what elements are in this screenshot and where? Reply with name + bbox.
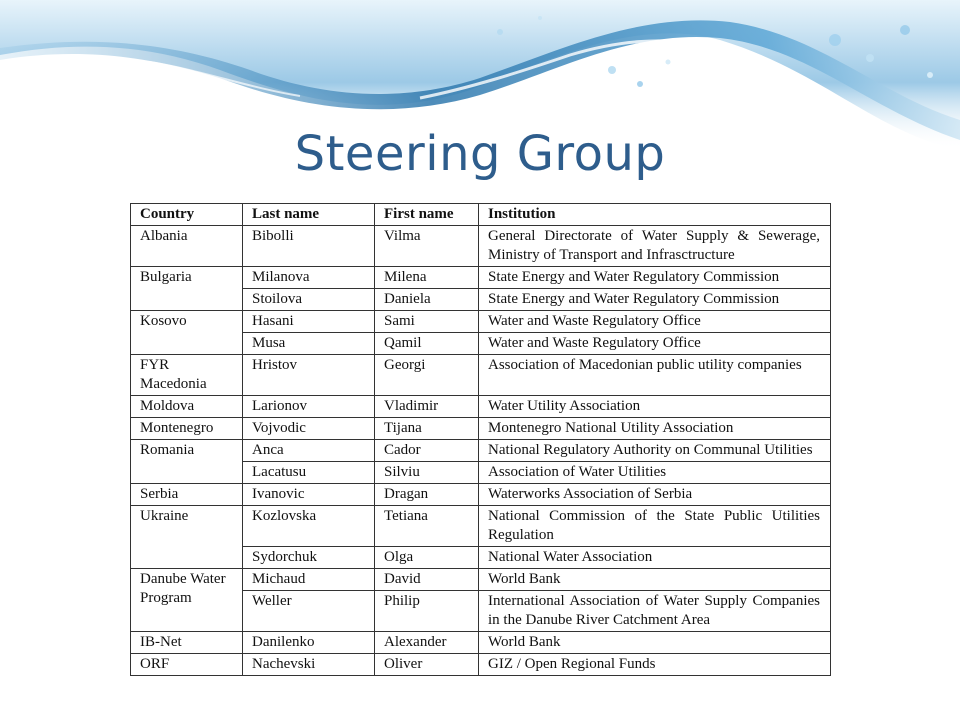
column-header-first-name: First name [375,204,479,226]
last-name-cell: Nachevski [243,654,375,676]
country-cell: ORF [131,654,243,676]
last-name-cell: Weller [243,591,375,632]
institution-cell: Water Utility Association [479,396,831,418]
table-row [131,396,831,418]
institution-cell: State Energy and Water Regulatory Commission [479,267,831,289]
country-cell: Bulgaria [131,267,243,311]
first-name-cell: Alexander [375,632,479,654]
last-name-cell: Lacatusu [243,462,375,484]
table-row [131,569,831,591]
institution-cell: Association of Macedonian public utility companies [479,355,831,396]
first-name-cell: Silviu [375,462,479,484]
first-name-cell: Olga [375,547,479,569]
first-name-cell: Vladimir [375,396,479,418]
last-name-cell: Stoilova [243,289,375,311]
first-name-cell: Oliver [375,654,479,676]
table-row [131,440,831,462]
last-name-cell: Musa [243,333,375,355]
last-name-cell: Bibolli [243,226,375,267]
first-name-cell: Vilma [375,226,479,267]
last-name-cell: Larionov [243,396,375,418]
institution-cell: Water and Waste Regulatory Office [479,311,831,333]
country-cell: Albania [131,226,243,267]
first-name-cell: Milena [375,267,479,289]
steering-group-table-container [130,203,831,676]
first-name-cell: Georgi [375,355,479,396]
table-row [131,632,831,654]
column-header-country: Country [131,204,243,226]
country-cell: IB-Net [131,632,243,654]
institution-cell: General Directorate of Water Supply & Sewerage, Ministry of Transport and Infrasctructure [479,226,831,267]
country-cell: Danube Water Program [131,569,243,632]
country-cell: FYR Macedonia [131,355,243,396]
first-name-cell: Tetiana [375,506,479,547]
column-header-last-name: Last name [243,204,375,226]
country-cell: Kosovo [131,311,243,355]
last-name-cell: Danilenko [243,632,375,654]
first-name-cell: Sami [375,311,479,333]
last-name-cell: Vojvodic [243,418,375,440]
institution-cell: National Water Association [479,547,831,569]
first-name-cell: Tijana [375,418,479,440]
first-name-cell: David [375,569,479,591]
institution-cell: State Energy and Water Regulatory Commission [479,289,831,311]
table-row [131,654,831,676]
first-name-cell: Philip [375,591,479,632]
institution-cell: Montenegro National Utility Association [479,418,831,440]
country-cell: Ukraine [131,506,243,569]
last-name-cell: Ivanovic [243,484,375,506]
country-cell: Montenegro [131,418,243,440]
country-cell: Moldova [131,396,243,418]
table-row [131,226,831,267]
last-name-cell: Hristov [243,355,375,396]
table-row [131,355,831,396]
table-header [131,204,831,226]
last-name-cell: Sydorchuk [243,547,375,569]
table-row [131,311,831,333]
institution-cell: Association of Water Utilities [479,462,831,484]
first-name-cell: Cador [375,440,479,462]
institution-cell: National Commission of the State Public Utilities Regulation [479,506,831,547]
table-row [131,418,831,440]
institution-cell: Waterworks Association of Serbia [479,484,831,506]
last-name-cell: Kozlovska [243,506,375,547]
last-name-cell: Anca [243,440,375,462]
first-name-cell: Dragan [375,484,479,506]
institution-cell: International Association of Water Supply Companies in the Danube River Catchment Area [479,591,831,632]
steering-group-table [130,203,831,676]
country-cell: Romania [131,440,243,484]
last-name-cell: Michaud [243,569,375,591]
country-cell: Serbia [131,484,243,506]
institution-cell: National Regulatory Authority on Communal Utilities [479,440,831,462]
last-name-cell: Milanova [243,267,375,289]
institution-cell: World Bank [479,569,831,591]
institution-cell: Water and Waste Regulatory Office [479,333,831,355]
last-name-cell: Hasani [243,311,375,333]
table-row [131,267,831,289]
institution-cell: GIZ / Open Regional Funds [479,654,831,676]
slide-title: Steering Group [294,126,666,182]
column-header-institution: Institution [479,204,831,226]
table-row [131,506,831,547]
table-row [131,484,831,506]
institution-cell: World Bank [479,632,831,654]
first-name-cell: Qamil [375,333,479,355]
first-name-cell: Daniela [375,289,479,311]
table-body [131,226,831,676]
header-row [131,204,831,226]
